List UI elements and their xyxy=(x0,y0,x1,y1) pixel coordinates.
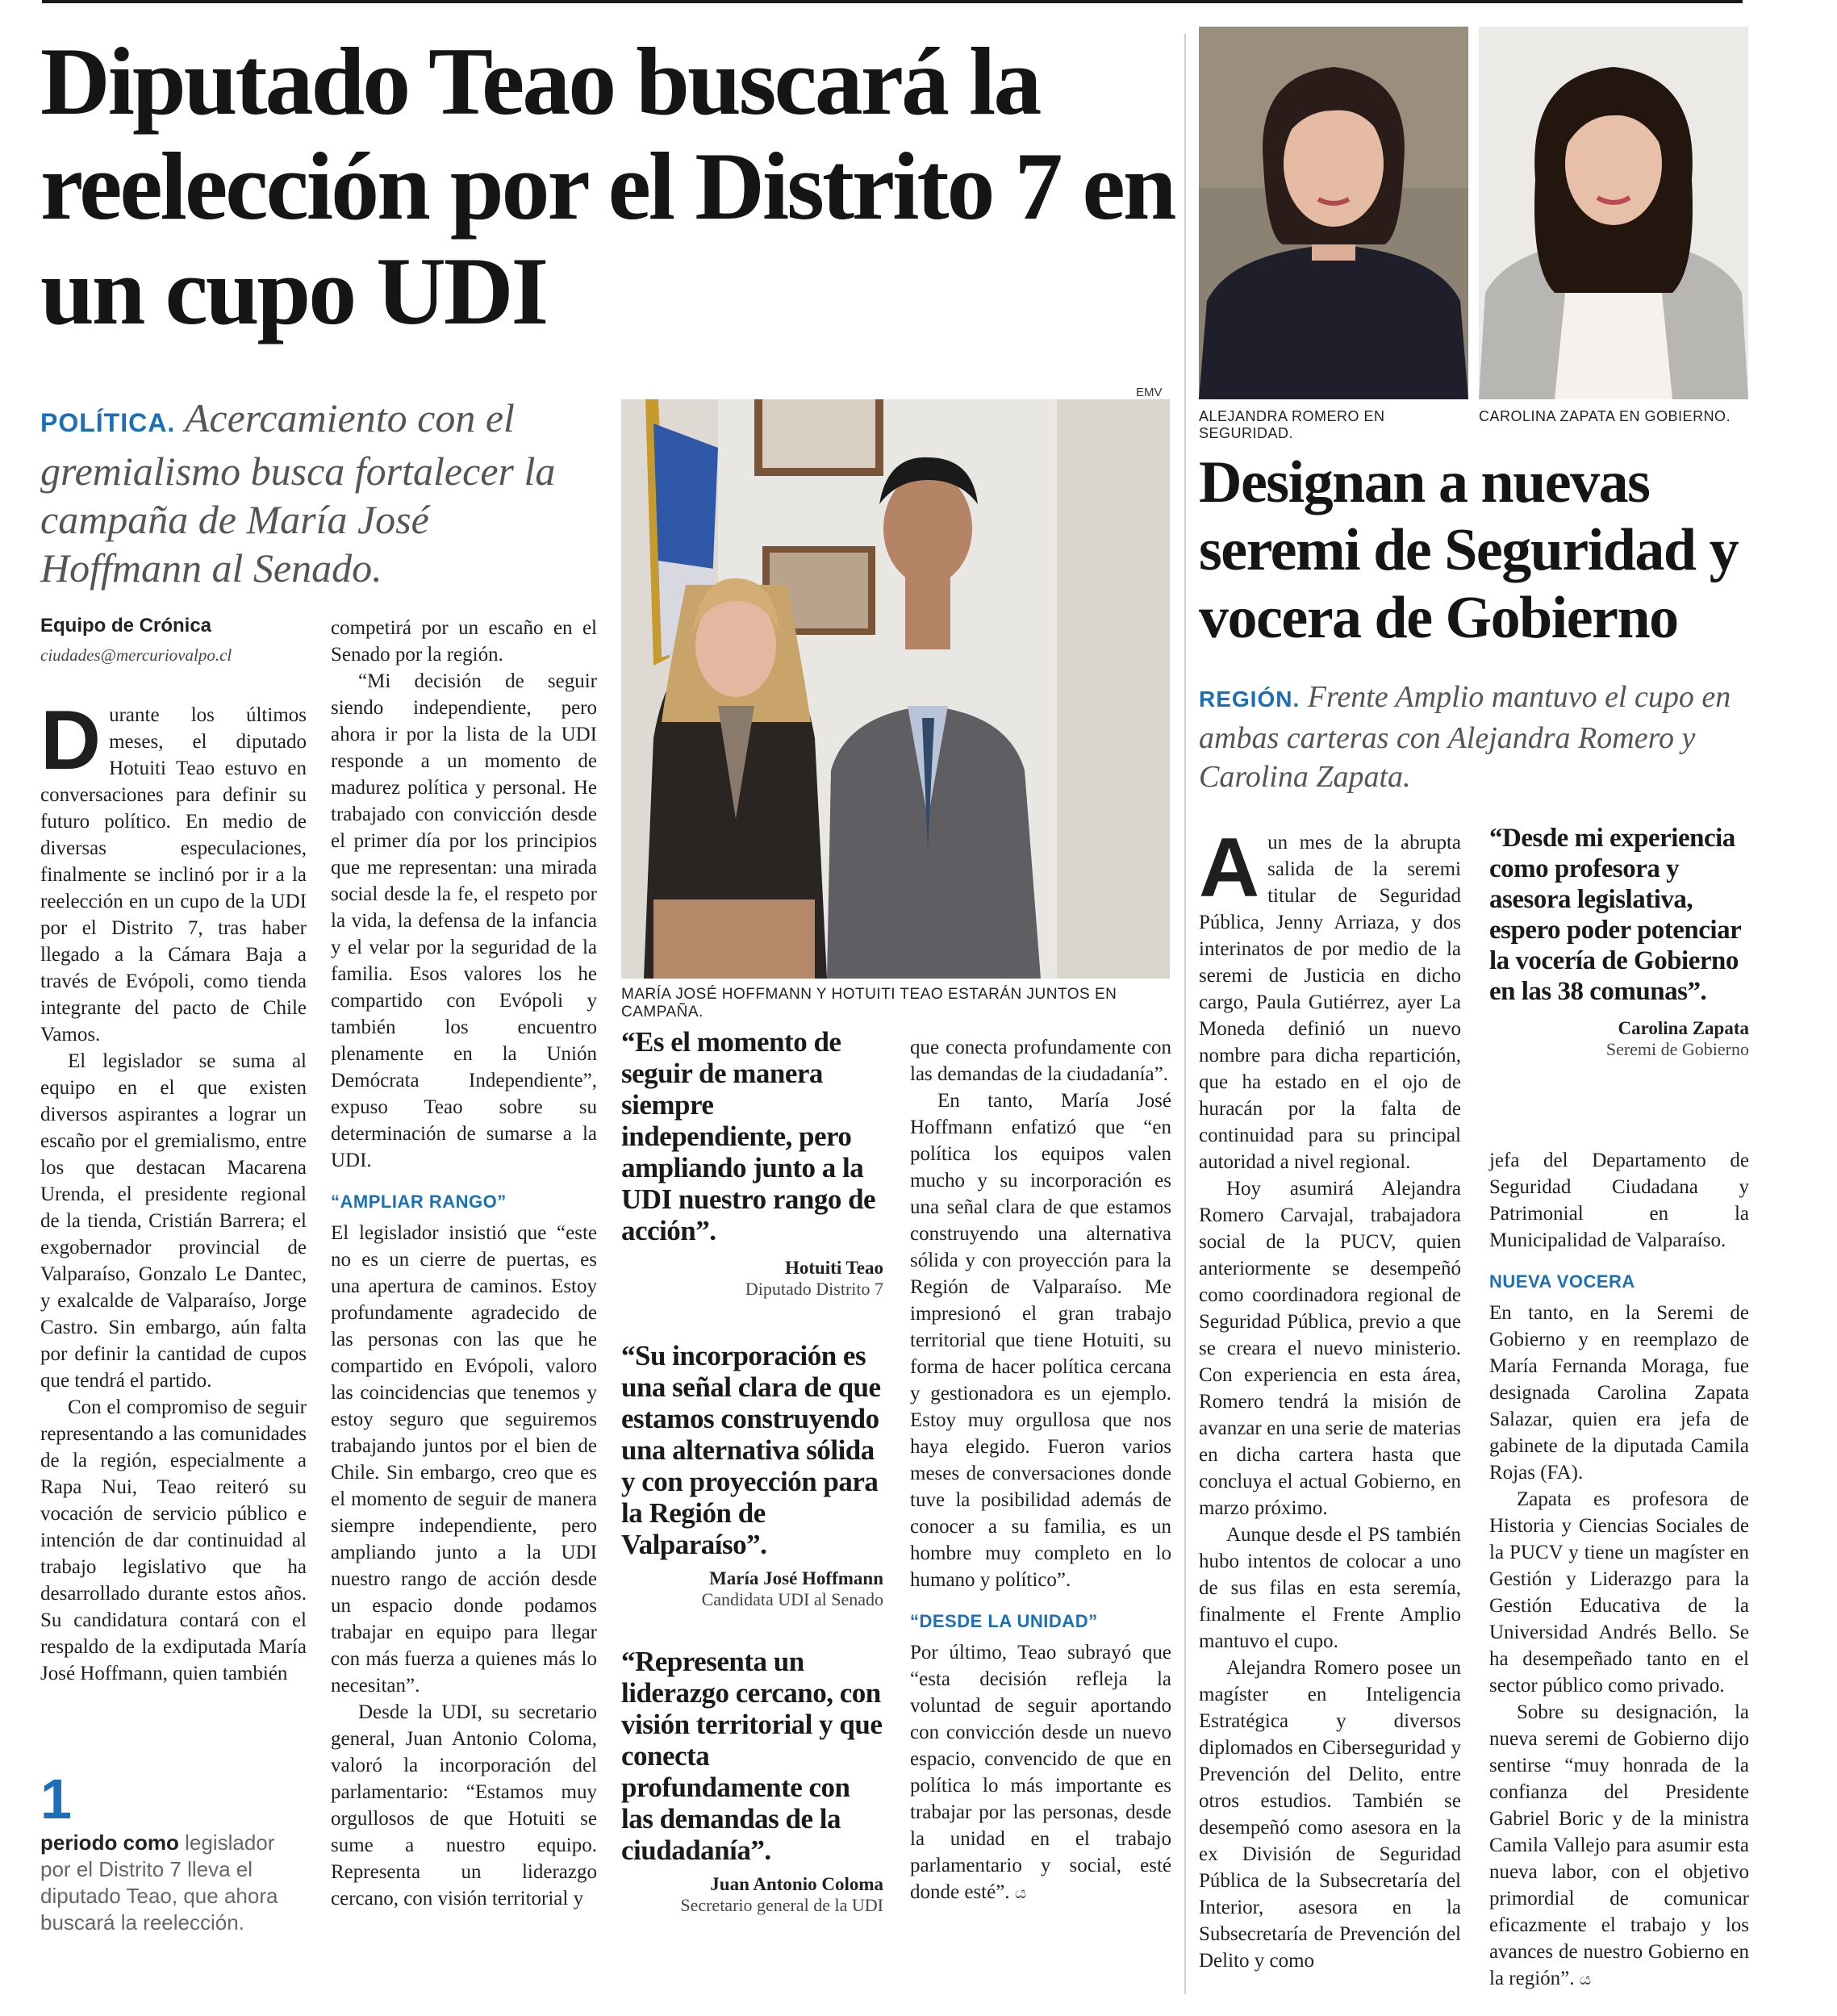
article1-section-tag: POLÍTICA. xyxy=(40,408,176,437)
dropcap: A xyxy=(1199,821,1260,915)
article2-section-tag: REGIÓN. xyxy=(1199,687,1301,712)
article2-paragraph: Aun mes de la abrupta salida de la seremi titular de Seguridad Pública, Jenny Arriaza, y dos interinatos de por medio de la seremi de Justicia en dicho cargo, Paula Gutiérrez, ayer La Moneda definió un nuevo nombre para dicha repartición, que ha estado en el ojo de huracán por la falta de continuidad para su principal autoridad a nivel regional. xyxy=(1199,821,1461,1173)
article1-paragraph: El legislador se suma al equipo en el que existen diversos aspirantes a lograr un escaño por el gremialismo, entre los que destacan Macarena Urenda, el presidente regional de la tienda, Cristián Barrera; el exgobernador provincial de Valparaíso, Gonzalo Le Dantec, y exalcalde de Valparaíso, Jorge Castro. Sin embargo, aún falta por definir la cantidad de cupos que tendrá el partido. xyxy=(40,1050,307,1392)
stat-rest: legislador por el Distrito 7 lleva el diputado Teao, que ahora buscará la reelección. xyxy=(40,1830,278,1935)
pull-quote-teao: “Es el momento de seguir de manera siempre independiente, pero ampliando junto a la UDI nuestro rango de acción”. xyxy=(621,1026,876,1246)
article1-paragraph: El legislador insistió que “este no es un cierre de puertas, es una apertura de caminos. Estoy profundamente agradecido de las personas con las que he compartido en Evópoli, valoro las coincidencias que tenemos y estoy seguro que seguiremos trabajando juntos por el bien de Chile. Sin embargo, creo que es el momento de seguir de manera siempre independiente, pero ampliando junto a la UDI nuestro rango de acción desde un espacio donde podamos trabajar en equipo para llegar con más fuerza a quienes más lo necesitan”. xyxy=(331,1222,597,1697)
main-photo-caption: MARÍA JOSÉ HOFFMANN Y HOTUITI TEAO ESTARÁN JUNTOS EN CAMPAÑA. xyxy=(621,986,1117,1021)
article1-deck xyxy=(40,394,589,592)
top-rule xyxy=(42,0,1743,3)
quote-author-role: Diputado Distrito 7 xyxy=(745,1279,883,1299)
quote-author-role: Candidata UDI al Senado xyxy=(701,1589,883,1609)
article2-paragraph: En tanto, en la Seremi de Gobierno y en reemplazo de María Fernanda Moraga, fue designada Carolina Zapata Salazar, quien era jefa de gabinete de la diputada Camila Rojas (FA). xyxy=(1489,1302,1749,1484)
quote-author-name: Juan Antonio Coloma xyxy=(710,1874,883,1894)
article1-paragraph: “Mi decisión de seguir siendo independiente, pero ahora ir por la lista de la UDI responde a un momento de madurez política y personal. He trabajado con convicción desde el primer día por los principios que me representan: una mirada social desde la fe, el respeto por la vida, la defensa de la infancia y el velar por la seguridad de la familia. Esos valores los he compartido con Evópoli y también los encuentro plenamente en la Unión Demócrata Independiente”, expuso Teao sobre su determinación de sumarse a la UDI. xyxy=(331,670,597,1171)
article1-email[interactable]: ciudades@mercuriovalpo.cl xyxy=(40,645,232,665)
article1-byline: Equipo de Crónica xyxy=(40,615,212,637)
pull-quote-coloma: “Representa un liderazgo cercano, con visión territorial y que conecta profundamente con las demandas de la ciudadanía”. xyxy=(621,1646,883,1866)
quote-author-role: Seremi de Gobierno xyxy=(1605,1039,1749,1059)
article1-paragraph: Durante los últimos meses, el diputado Hotuiti Teao estuvo en conversaciones para definir su futuro político. En medio de diversas especulaciones, finalmente se inclinó por ir a la reelección en un cupo de la UDI por el Distrito 7, tras haber llegado a la Cámara Baja a través de Evópoli, como tienda integrante del pacto de Chile Vamos. xyxy=(40,694,307,1046)
article1-deck-text: Acercamiento con el gremialismo busca fortalecer la campaña de María José Hoffmann al Senado. xyxy=(40,395,556,591)
article1-paragraph: Con el compromiso de seguir representando a las comunidades de la región, especialmente a Rapa Nui, Teao reiteró su vocación de servicio público e intención de dar continuidad al trabajo legislativo que ha desarrollado durante estos años. Su candidatura contará con el respaldo de la exdiputada María José Hoffmann, quien también xyxy=(40,1396,307,1684)
article2-column-2 xyxy=(1489,1147,1749,1994)
quote-author-name: Carolina Zapata xyxy=(1618,1018,1749,1038)
article1-paragraph: competirá por un escaño en el Senado por la región. xyxy=(331,617,597,666)
article2-paragraph: Zapata es profesora de Historia y Ciencias Sociales de la PUCV y tiene un magíster en Gestión y Liderazgo para la Gestión Educativa de la Universidad Andrés Bello. Se ha desempeñado tanto en el sector público como privado. xyxy=(1489,1488,1749,1697)
quote-author-role: Secretario general de la UDI xyxy=(680,1895,883,1915)
article2-pull-quote xyxy=(1489,823,1749,1060)
stat-text xyxy=(40,1830,307,1936)
stat-bold: periodo como xyxy=(40,1830,179,1855)
dropcap: D xyxy=(40,694,102,787)
article2-deck-text: Frente Amplio mantuvo el cupo en ambas carteras con Alejandra Romero y Carolina Zapata. xyxy=(1199,680,1731,794)
article2-deck xyxy=(1199,678,1756,796)
pull-quotes xyxy=(621,1026,883,1916)
article2-paragraph: Aunque desde el PS también hubo intentos de colocar a uno de sus filas en esta seremía, finalmente el Frente Amplio mantuvo el cupo. xyxy=(1199,1524,1461,1652)
article1-paragraph: Desde la UDI, su secretario general, Juan Antonio Coloma, valoró la incorporación del parlamentario: “Estamos muy orgullosos de que Hotuiti se sume a nuestro equipo. Representa un liderazgo cercano, con visión territorial y xyxy=(331,1701,597,1910)
article2-paragraph: jefa del Departamento de Seguridad Ciudadana y Patrimonial en la Municipalidad de Valparaíso. xyxy=(1489,1150,1749,1251)
article1-headline: Diputado Teao buscará la reelección por el Distrito 7 en un cupo UDI xyxy=(40,27,1175,344)
pull-quote-zapata: “Desde mi experiencia como profesora y asesora legislativa, espero poder potenciar la vocería de Gobierno en las 38 comunas”. xyxy=(1489,824,1741,1006)
article1-paragraph: Por último, Teao subrayó que “esta decisión refleja la voluntad de seguir aportando con convicción desde un nuevo espacio, convencido de que en política lo más importante es trabajar por las personas, desde la unidad en el trabajo parlamentario y social, esté donde esté”. ය xyxy=(910,1642,1171,1903)
article1-paragraph: que conecta profundamente con las demandas de la ciudadanía”. xyxy=(910,1037,1171,1085)
stat-number: 1 xyxy=(40,1768,72,1830)
subhead-nueva-vocera: NUEVA VOCERA xyxy=(1489,1271,1635,1292)
end-mark-icon: ය xyxy=(1014,1883,1027,1902)
article2-paragraph: Hoy asumirá Alejandra Romero Carvajal, trabajadora social de la PUCV, quien anteriormente se desempeñó como coordinadora regional de Seguridad Pública, previo a que se creara el nuevo ministerio. Con experiencia en esta área, Romero tendrá la misión de avanzar en una serie de materias en dicha cartera hasta que concluya el actual Gobierno, en marzo próximo. xyxy=(1199,1178,1461,1519)
article1-column-1 xyxy=(40,694,307,1743)
photo2-caption: CAROLINA ZAPATA EN GOBIERNO. xyxy=(1479,408,1731,424)
photo-credit: EMV xyxy=(1136,386,1163,399)
pull-quote-hoffmann: “Su incorporación es una señal clara de que estamos construyendo una alternativa sólida y con proyección para la Región de Valparaíso”. xyxy=(621,1340,881,1560)
article2-column-1 xyxy=(1199,821,1461,1991)
end-mark-icon: ය xyxy=(1579,1969,1592,1989)
photo-carolina-zapata xyxy=(1479,27,1748,399)
article1-column-4 xyxy=(910,1034,1171,1978)
photo1-caption: ALEJANDRA ROMERO EN SEGURIDAD. xyxy=(1199,408,1385,441)
main-photo xyxy=(621,399,1170,979)
article2-paragraph: Sobre su designación, la nueva seremi de Gobierno dijo sentirse “muy honrada de la confianza del Presidente Gabriel Boric y de la ministra Camila Vallejo para asumir esta nueva labor, con el objetivo primordial de comunicar eficazmente el trabajo y los avances de nuestro Gobierno en la región”. ය xyxy=(1489,1701,1749,1989)
photo-alejandra-romero xyxy=(1199,27,1468,399)
quote-author-name: María José Hoffmann xyxy=(709,1568,883,1588)
subhead-ampliar-rango: “AMPLIAR RANGO” xyxy=(331,1192,507,1212)
subhead-desde-la-unidad: “DESDE LA UNIDAD” xyxy=(910,1611,1098,1631)
quote-author-name: Hotuiti Teao xyxy=(784,1258,883,1278)
article2-paragraph: Alejandra Romero posee un magíster en Inteligencia Estratégica y diversos diplomados en Ciberseguridad y Prevención del Delito, entre otros estudios. También se desempeñó como asesora en la ex División de Seguridad Pública de la Subsecretaría del Interior, asesora en la Subsecretaría de Prevención del Delito y como xyxy=(1199,1657,1461,1972)
article2-headline: Designan a nuevas seremi de Seguridad y vocera de Gobierno xyxy=(1199,449,1739,651)
article1-column-2 xyxy=(331,615,597,1986)
article1-paragraph: En tanto, María José Hoffmann enfatizó que “en política los equipos valen mucho y su incorporación es una señal clara de que estamos construyendo una alternativa sólida y con proyección para la Región de Valparaíso. Me impresionó el gran trabajo territorial que tiene Hotuiti, su forma de hacer política cercana y gestionadora es un ejemplo. Estoy muy orgullosa que nos haya elegido. Fueron varios meses de conversaciones donde tuve la posibilidad además de conocer a su familia, es un hombre muy completo en lo humano y político”. xyxy=(910,1090,1171,1591)
